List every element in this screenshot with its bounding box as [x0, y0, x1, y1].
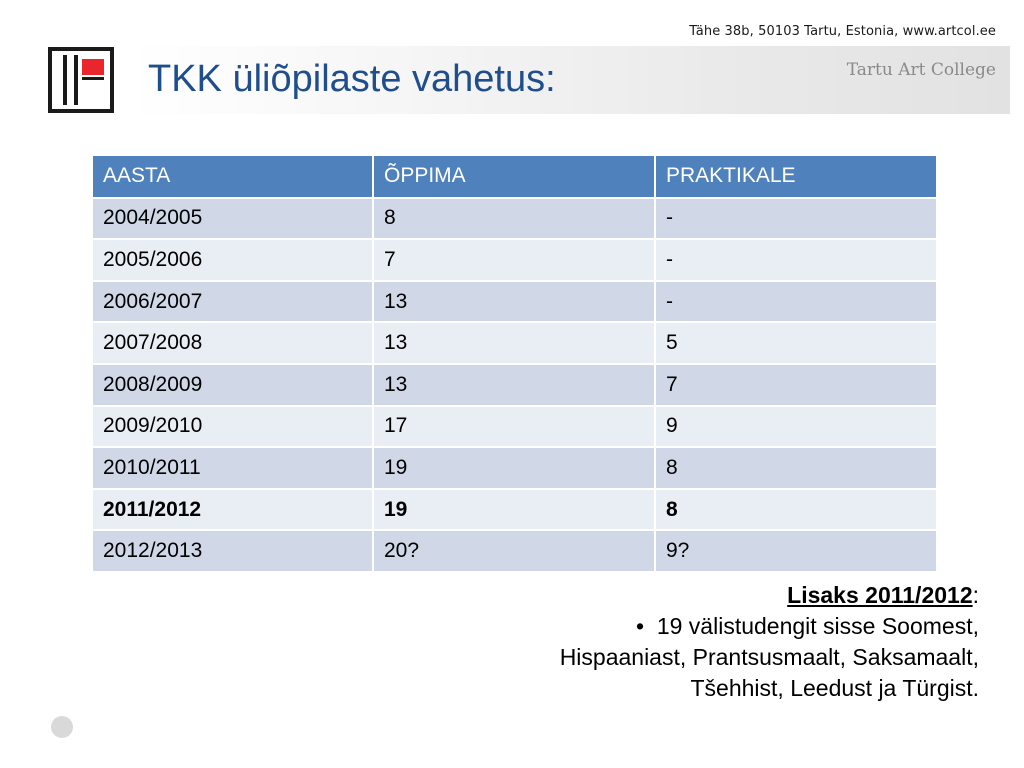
cell-year: 2007/2008	[93, 322, 373, 364]
table-header-row	[93, 156, 936, 198]
table-row	[93, 322, 936, 364]
table-row-highlighted	[93, 489, 936, 531]
cell-year: 2009/2010	[93, 406, 373, 448]
bullet-icon: •	[635, 613, 645, 639]
exchange-table	[93, 156, 936, 573]
notes-colon: :	[972, 582, 979, 608]
column-header-internship: PRAKTIKALE	[655, 156, 936, 198]
notes-heading-line	[519, 580, 979, 611]
cell-internship: 8	[655, 447, 936, 489]
cell-internship: -	[655, 198, 936, 240]
cell-internship: 5	[655, 322, 936, 364]
additional-notes	[519, 580, 979, 704]
cell-internship: 9	[655, 406, 936, 448]
cell-study: 19	[373, 447, 655, 489]
address-line: Tähe 38b, 50103 Tartu, Estonia, www.artcol.ee	[689, 24, 996, 39]
table-row	[93, 239, 936, 281]
cell-year: 2011/2012	[93, 489, 373, 531]
table-row	[93, 406, 936, 448]
cell-study: 19	[373, 489, 655, 531]
column-header-study: ÕPPIMA	[373, 156, 655, 198]
cell-internship: -	[655, 239, 936, 281]
cell-year: 2008/2009	[93, 364, 373, 406]
slide-indicator-dot	[51, 716, 73, 738]
cell-study: 8	[373, 198, 655, 240]
cell-year: 2012/2013	[93, 530, 373, 572]
cell-internship: -	[655, 281, 936, 323]
notes-bullet-item	[519, 611, 979, 704]
brand-name: Tartu Art College	[846, 60, 996, 80]
college-logo-icon	[48, 47, 114, 113]
cell-study: 20?	[373, 530, 655, 572]
cell-year: 2010/2011	[93, 447, 373, 489]
table-row	[93, 281, 936, 323]
cell-study: 17	[373, 406, 655, 448]
table-row	[93, 447, 936, 489]
table-row	[93, 530, 936, 572]
cell-year: 2006/2007	[93, 281, 373, 323]
page-title: TKK üliõpilaste vahetus:	[148, 58, 556, 100]
cell-internship: 7	[655, 364, 936, 406]
cell-internship: 9?	[655, 530, 936, 572]
cell-study: 7	[373, 239, 655, 281]
cell-internship: 8	[655, 489, 936, 531]
notes-text: 19 välistudengit sisse Soomest, Hispaaniast, Prantsusmaalt, Saksamaalt, Tšehhist, Leedust ja Türgist.	[559, 613, 979, 701]
table-row	[93, 198, 936, 240]
table-row	[93, 364, 936, 406]
cell-study: 13	[373, 364, 655, 406]
notes-heading: Lisaks 2011/2012	[787, 582, 973, 608]
cell-study: 13	[373, 281, 655, 323]
cell-study: 13	[373, 322, 655, 364]
cell-year: 2004/2005	[93, 198, 373, 240]
column-header-year: AASTA	[93, 156, 373, 198]
cell-year: 2005/2006	[93, 239, 373, 281]
